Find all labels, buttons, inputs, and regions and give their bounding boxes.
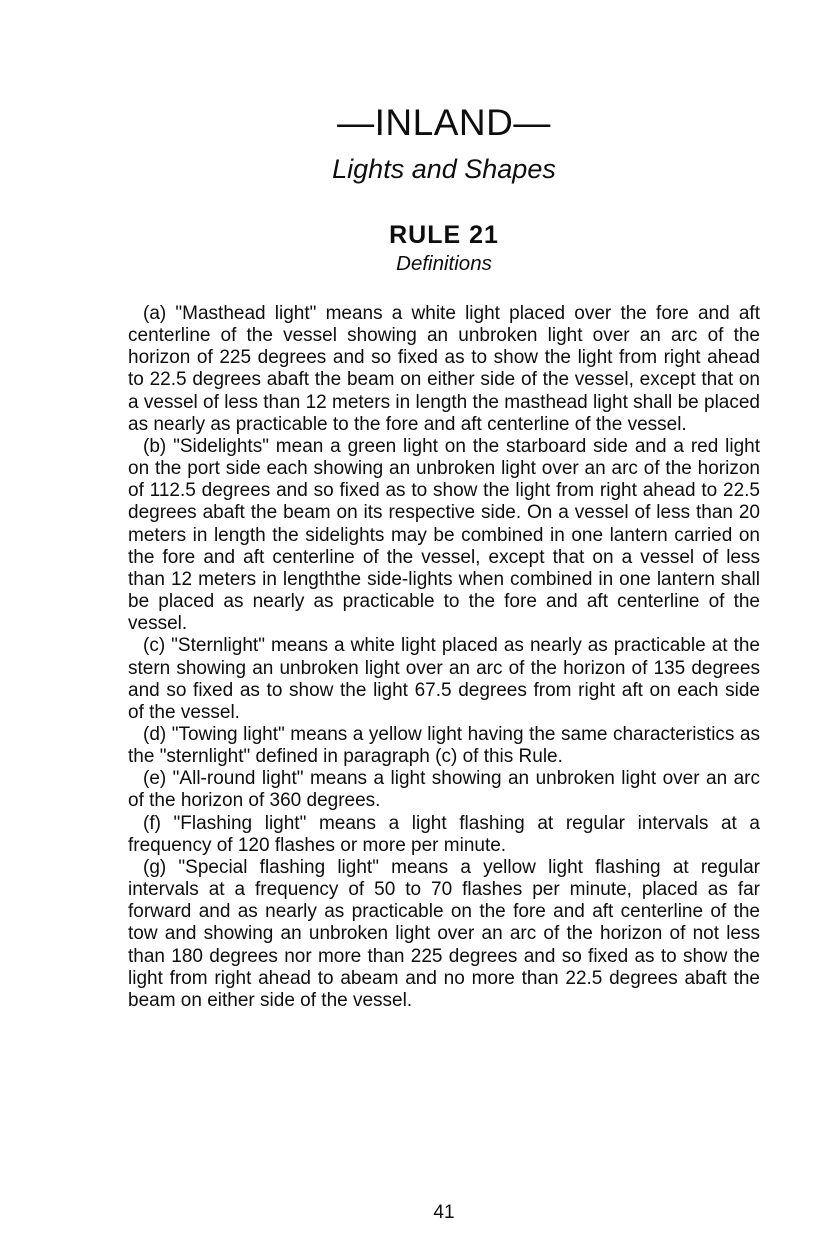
definition-paragraph-e: (e) "All-round light" means a light showing an unbroken light over an arc of the horizon of 360 degrees. — [128, 768, 760, 812]
section-title: —INLAND— — [337, 102, 551, 143]
rule-subtitle: Definitions — [396, 252, 492, 275]
definition-paragraph-g: (g) "Special flashing light" means a yellow light flashing at regular intervals at a frequency of 50 to 70 flashes per minute, placed as far forward and as nearly as practicable on the fore and aft centerline of the tow and showing an unbroken light over an arc of the horizon of not less than 180 degrees nor more than 225 degrees and so fixed as to show the light from right ahead to abeam and no more than 22.5 degrees abaft the beam on either side of the vessel. — [128, 856, 760, 1011]
definition-paragraph-d: (d) "Towing light" means a yellow light having the same characteristics as the "sternlight" defined in paragraph (c) of this Rule. — [128, 723, 760, 768]
rule-definitions-body — [128, 303, 760, 1012]
rule-title: RULE 21 — [389, 221, 499, 249]
section-subtitle: Lights and Shapes — [332, 154, 556, 184]
definition-paragraph-c: (c) "Sternlight" means a white light placed as nearly as practicable at the stern showing an unbroken light over an arc of the horizon of 135 degrees and so fixed as to show the light 67.5 degrees from right aft on each side of the vessel. — [128, 635, 760, 723]
text-column — [128, 0, 760, 1012]
definition-paragraph-a: (a) "Masthead light" means a white light placed over the fore and aft centerline of the vessel showing an unbroken light over an arc of the horizon of 225 degrees and so fixed as to show the light from right ahead to 22.5 degrees abaft the beam on either side of the vessel, except that on a vessel of less than 12 meters in length the masthead light shall be placed as nearly as practicable to the fore and aft centerline of the vessel. — [128, 303, 760, 435]
definition-paragraph-f: (f) "Flashing light" means a light flashing at regular intervals at a frequency of 120 flashes or more per minute. — [128, 812, 760, 856]
definition-paragraph-b: (b) "Sidelights" mean a green light on the starboard side and a red light on the port side each showing an unbroken light over an arc of the horizon of 112.5 degrees and so fixed as to show the light from right ahead to 22.5 degrees abaft the beam on its respective side. On a vessel of less than 20 meters in length the sidelights may be combined in one lantern carried on the fore and aft centerline of the vessel, except that on a vessel of less than 12 meters in lengththe side-lights when combined in one lantern shall be placed as nearly as practicable to the fore and aft centerline of the vessel. — [128, 435, 760, 635]
document-header — [128, 0, 760, 276]
page-number: 41 — [433, 1202, 455, 1223]
